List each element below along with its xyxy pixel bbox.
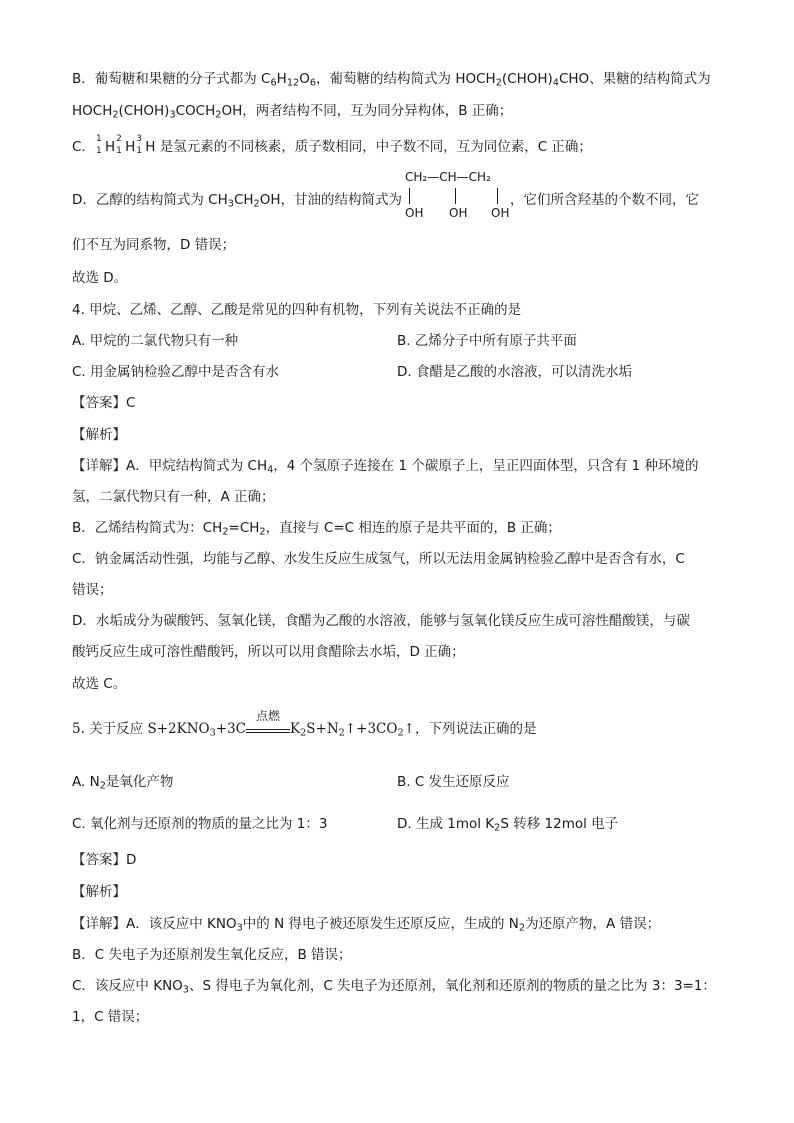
text: D. 生成 1mol K [397, 816, 495, 832]
q4-option-a: A. 甲烷的二氯代物只有一种 [72, 333, 239, 349]
equals-bar [246, 729, 290, 733]
q4-detail-c1: C．钠金属活动性强，均能与乙醇、水发生反应生成氢气，所以无法用金属钠检验乙醇中是否含有水，C [72, 551, 685, 567]
text: ↑，下列说法正确的是 [403, 721, 537, 737]
text: C．该反应中 KNO [72, 978, 183, 994]
text: A. N [72, 774, 100, 790]
reaction-condition [246, 709, 290, 733]
text: A．甲烷结构简式为 CH [126, 458, 268, 474]
q3-option-c-line: C． 1 1 H 2 1 H 3 1 H 是氢元素的不同核素，质子数相同，中子数不同，互为同位素，C 正确； [72, 134, 592, 156]
glycerol-backbone: CH₂—CH—CH₂ [405, 170, 491, 184]
text: ，直接与 C=C 相连的原子是共平面的，B 正确； [265, 520, 561, 536]
text: HOCH [72, 103, 113, 119]
q4-option-b: B. 乙烯分子中所有原子共平面 [397, 333, 577, 349]
q5-option-a: A. $N_2$是氧化产物 [72, 774, 174, 792]
hydroxyl: OH [405, 206, 424, 220]
text: ，葡萄糖的结构简式为 HOCH [316, 71, 496, 87]
text: 5. 关于反应 S+2KNO [72, 721, 210, 737]
text: D．乙醇的结构简式为 CH [72, 192, 228, 208]
text: C． [72, 139, 95, 155]
text: A．该反应中 KNO [126, 916, 237, 932]
glycerol-structure [405, 170, 525, 222]
q3-option-d-line1: D．乙醇的结构简式为 $CH_3CH_2OH$，甘油的结构简式为 ，它们所含羟基的个数不同，它 [72, 192, 699, 210]
hydroxyl: OH [491, 206, 510, 220]
isotope-h2: 2 1 [116, 134, 122, 156]
q4-detail-b: B．乙烯结构简式为：$CH_2=CH_2$，直接与 C=C 相连的原子是共平面的，B 正确； [72, 520, 561, 538]
bond [409, 188, 410, 204]
text: OH，两者结构不同，互为同分异构体，B 正确； [221, 103, 513, 119]
q3-option-b-line2: $HOCH_2(CHOH)_3COCH_2OH$，两者结构不同，互为同分异构体，B 正确； [72, 103, 513, 121]
text: 中的 N 得电子被还原发生还原反应，生成的 N [242, 916, 519, 932]
text: 是氢元素的不同核素，质子数相同，中子数不同，互为同位素，C 正确； [159, 139, 592, 155]
q4-detail-d2: 酸钙反应生成可溶性醋酸钙，所以可以用食醋除去水垢，D 正确； [72, 644, 465, 660]
condition-text: 点燃 [255, 709, 280, 723]
q4-conclusion: 故选 C。 [72, 676, 127, 692]
q5-option-c: C. 氧化剂与还原剂的物质的量之比为 1：3 [72, 816, 328, 832]
q4-detail-a2: 氢，二氯代物只有一种，A 正确； [72, 489, 275, 505]
text: 是氧化产物 [105, 774, 174, 790]
text: ，它们所含羟基的个数不同，它 [510, 192, 699, 208]
q4-analysis-label: 【解析】 [72, 427, 126, 443]
q4-option-d: D. 食醋是乙酸的水溶液，可以清洗水垢 [397, 364, 632, 380]
q3-option-b-line1: B．葡萄糖和果糖的分子式都为 $C_6H_{12}O_6$，葡萄糖的结构简式为 $HOCH_2(CHOH)_4CHO$、果糖的结构简式为 [72, 71, 711, 89]
q4-answer [72, 391, 135, 411]
text: S+N [306, 721, 339, 737]
q4-detail-a1: 【详解】A．甲烷结构简式为 $CH_4$，4 个氢原子连接在 1 个碳原子上，呈正四面体型，只含有 1 种环境的 [72, 458, 699, 476]
q4-stem: 4. 甲烷、乙烯、乙醇、乙酸是常见的四种有机物，下列有关说法不正确的是 [72, 302, 522, 318]
q5-option-b: B. C 发生还原反应 [397, 774, 510, 790]
q4-detail-c2: 错误； [72, 582, 113, 598]
answer-value: D [126, 852, 137, 868]
text: B．葡萄糖和果糖的分子式都为 C [72, 71, 271, 87]
q5-analysis-label: 【解析】 [72, 884, 126, 900]
text: +3C [215, 721, 246, 737]
hydroxyl: OH [449, 206, 468, 220]
text: 、S 得电子为氧化剂，C 失电子为还原剂，氧化剂和还原剂的物质的量之比为 3：3=1： [188, 978, 716, 994]
text: ↑+3CO [344, 721, 398, 737]
q5-detail-a: 【详解】A．该反应中 $KNO_3$中的 N 得电子被还原发生还原反应，生成的 $N_2$为还原产物，A 错误； [72, 916, 661, 934]
text: 为还原产物，A 错误； [525, 916, 661, 932]
q5-detail-c1: C．该反应中 $KNO_3$、S 得电子为氧化剂，C 失电子为还原剂，氧化剂和还原剂的物质的量之比为 3：3=1： [72, 978, 716, 996]
bond [455, 188, 456, 204]
q5-detail-b: B．C 失电子为还原剂发生氧化反应，B 错误； [72, 947, 352, 963]
isotope-h1: 1 1 [95, 134, 102, 156]
q3-conclusion: 故选 D。 [72, 270, 128, 286]
answer-value: C [126, 395, 136, 411]
answer-label: 【答案】 [72, 395, 126, 411]
q4-option-c: C. 用金属钠检验乙醇中是否含有水 [72, 364, 280, 380]
detail-label: 【详解】 [72, 916, 126, 932]
text: OH，甘油的结构简式为 [259, 192, 402, 208]
bond [497, 188, 498, 204]
q5-detail-c2: 1，C 错误； [72, 1009, 149, 1025]
q5-stem: 5. 关于反应 $S+2KNO_3+3C$ 点燃 $K_2S+N_2↑+3CO_2↑$，下列说法正确的是 [72, 709, 537, 739]
text: B．乙烯结构简式为：CH [72, 520, 223, 536]
text: ，4 个氢原子连接在 1 个碳原子上，呈正四面体型，只含有 1 种环境的 [273, 458, 699, 474]
answer-label: 【答案】 [72, 852, 126, 868]
q3-option-d-line2: 们不互为同系物，D 错误； [72, 237, 236, 253]
q5-answer [72, 848, 136, 868]
q5-option-d: D. 生成 1mol $K_2S$ 转移 12mol 电子 [397, 816, 619, 834]
text: K [290, 721, 301, 737]
isotope-h3: 3 1 [136, 134, 142, 156]
detail-label: 【详解】 [72, 458, 126, 474]
text: S 转移 12mol 电子 [500, 816, 619, 832]
text: =CH [228, 520, 260, 536]
q4-detail-d1: D．水垢成分为碳酸钙、氢氧化镁，食醋为乙酸的水溶液，能够与氢氧化镁反应生成可溶性醋酸镁，与碳 [72, 613, 690, 629]
text: CHO、果糖的结构简式为 [558, 71, 711, 87]
